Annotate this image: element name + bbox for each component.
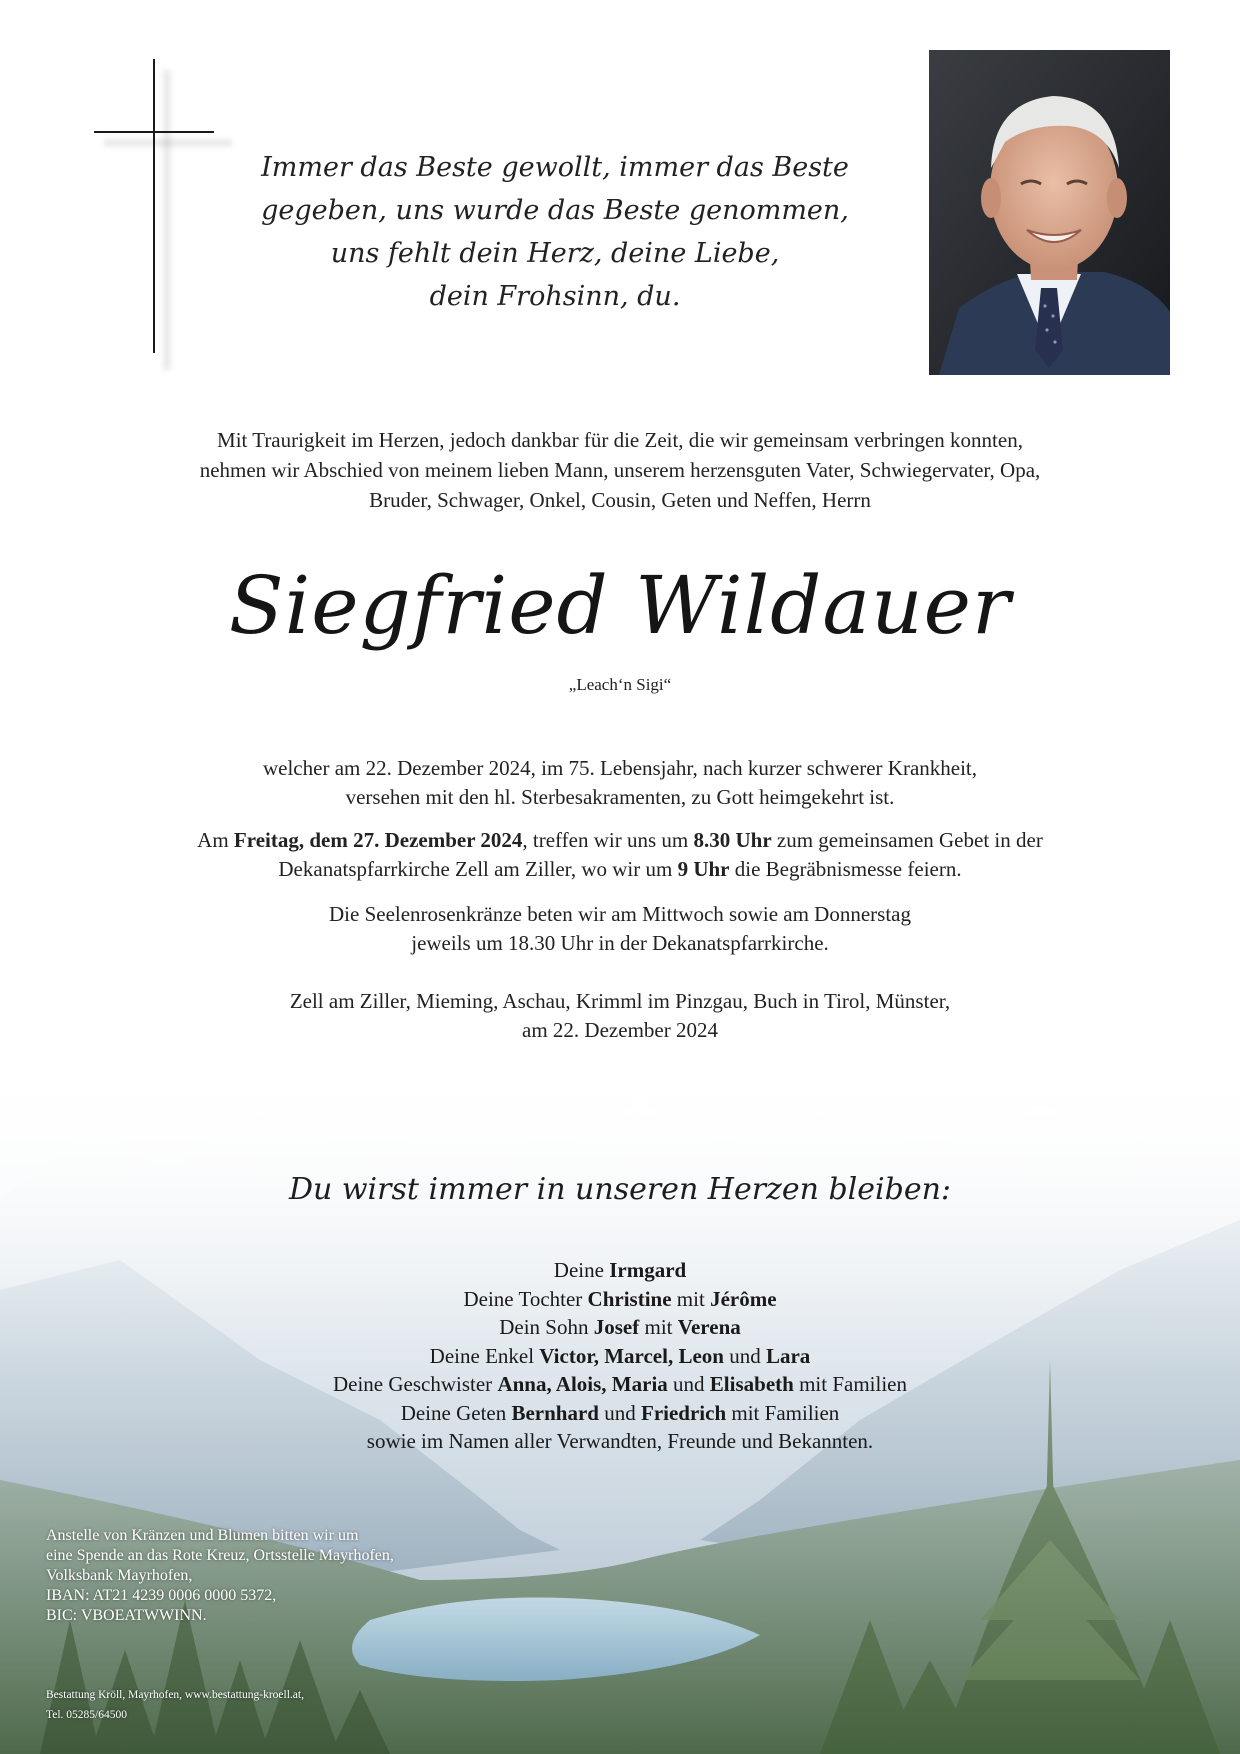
family-line: Deine Irmgard [553, 1258, 687, 1282]
family-line: Deine Enkel Victor, Marcel, Leon und Lara [429, 1343, 811, 1368]
deceased-name: Siegfried Wildauer [228, 559, 1012, 652]
family-line: Deine Geschwister Anna, Alois, Maria und Elisabeth mit Familien [332, 1372, 907, 1396]
portrait-photo [929, 50, 1170, 375]
death-notice-line: versehen mit den hl. Sterbesakramenten, zu Gott heimgekehrt ist. [345, 785, 895, 809]
cross-shadow [162, 70, 172, 370]
intro-line: Mit Traurigkeit im Herzen, jedoch dankbar für die Zeit, die wir gemeinsam verbringen konnten, [217, 428, 1023, 452]
rosary-line: Die Seelenrosenkränze beten wir am Mittwoch sowie am Donnerstag [329, 902, 911, 926]
donation-info [46, 1526, 526, 1626]
service-line: Dekanatspfarrkirche Zell am Ziller, wo wir um 9 Uhr die Begräbnismesse feiern. [278, 857, 962, 881]
footer-line: Bestattung Kröll, Mayrhofen, www.bestattung-kroell.at, [46, 1689, 304, 1701]
cross-icon [94, 131, 214, 133]
donation-line: IBAN: AT21 4239 0006 0000 5372, [46, 1587, 277, 1604]
intro-text [80, 425, 1160, 515]
donation-line: Anstelle von Kränzen und Blumen bitten wir um [46, 1527, 359, 1544]
date-line: am 22. Dezember 2024 [522, 1018, 718, 1042]
memorial-quote [230, 146, 880, 318]
place-date [80, 987, 1160, 1045]
death-notice [80, 754, 1160, 812]
death-notice-line: welcher am 22. Dezember 2024, im 75. Lebensjahr, nach kurzer schwerer Krankheit, [262, 756, 978, 780]
donation-line: eine Spende an das Rote Kreuz, Ortsstelle Mayrhofen, [46, 1547, 394, 1564]
family-line: Deine Geten Bernhard und Friedrich mit Familien [400, 1400, 840, 1425]
service-line: Am Freitag, dem 27. Dezember 2024, treffen wir uns um 8.30 Uhr zum gemeinsamen Gebet in der [197, 828, 1043, 852]
donation-line: BIC: VBOEATWWINN. [46, 1607, 207, 1624]
heart-heading: Du wirst immer in unseren Herzen bleiben: [288, 1172, 952, 1207]
cross-shadow [104, 138, 232, 148]
deceased-nickname: „Leach‘n Sigi“ [568, 675, 672, 694]
quote-line: Immer das Beste gewollt, immer das Beste [261, 152, 849, 183]
quote-line: uns fehlt dein Herz, deine Liebe, [330, 238, 780, 269]
family-line: Deine Tochter Christine mit Jérôme [463, 1286, 777, 1311]
funeral-home-footer [46, 1685, 546, 1725]
family-line: Dein Sohn Josef mit Verena [499, 1315, 741, 1339]
rosary-line: jeweils um 18.30 Uhr in der Dekanatspfarrkirche. [411, 931, 829, 955]
rosary-info [80, 900, 1160, 958]
places-line: Zell am Ziller, Mieming, Aschau, Krimml im Pinzgau, Buch in Tirol, Münster, [289, 989, 951, 1013]
footer-line: Tel. 05285/64500 [46, 1709, 127, 1721]
service-info [80, 826, 1160, 884]
donation-line: Volksbank Mayrhofen, [46, 1567, 193, 1584]
intro-line: nehmen wir Abschied von meinem lieben Mann, unserem herzensguten Vater, Schwiegervater, Opa, [199, 458, 1041, 482]
family-list [180, 1256, 1060, 1456]
quote-line: dein Frohsinn, du. [429, 281, 681, 312]
cross-icon [153, 59, 155, 353]
quote-line: gegeben, uns wurde das Beste genommen, [261, 195, 849, 226]
intro-line: Bruder, Schwager, Onkel, Cousin, Geten und Neffen, Herrn [369, 488, 871, 512]
family-line: sowie im Namen aller Verwandten, Freunde und Bekannten. [366, 1429, 874, 1453]
